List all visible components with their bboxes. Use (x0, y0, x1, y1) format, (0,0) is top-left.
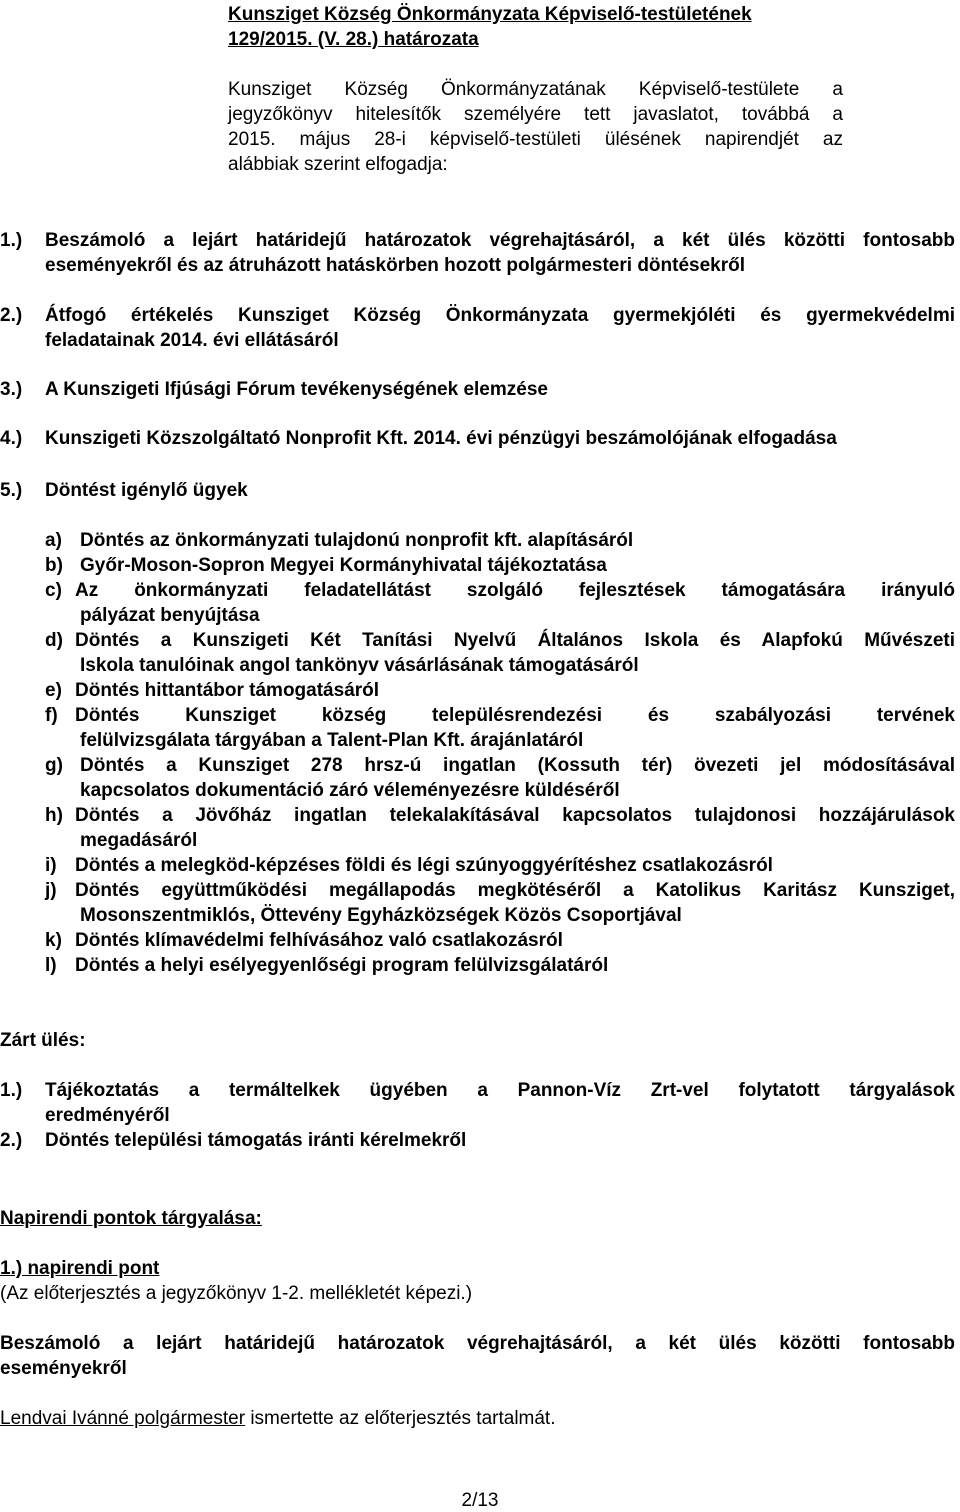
page-number: 2/13 (461, 1490, 499, 1511)
subitem-letter: l) (45, 955, 57, 976)
subitem-text: Az önkormányzati feladatellátást szolgáló fejlesztések támogatására irányuló (75, 580, 955, 601)
intro-line-3: 2015. május 28-i képviselő-testületi ülésének napirendjét az (228, 129, 843, 150)
agenda-item-text: feladatainak 2014. évi ellátásáról (45, 330, 339, 351)
subitem-text: Döntés a helyi esélyegyenlőségi program felülvizsgálatáról (75, 955, 609, 976)
resolution-title-line1: Kunsziget Község Önkormányzata Képviselő-testületének (228, 4, 752, 25)
subitem-text: Mosonszentmiklós, Öttevény Egyházközségek Közös Csoportjával (80, 905, 682, 926)
subitem-text: Iskola tanulóinak angol tankönyv vásárlásának támogatásáról (80, 655, 639, 676)
subitem-text: kapcsolatos dokumentáció záró véleményezésre küldéséről (80, 780, 620, 801)
closed-session-heading: Zárt ülés: (0, 1030, 86, 1051)
agenda-item-text: Kunszigeti Közszolgáltató Nonprofit Kft. 2014. évi pénzügyi beszámolójának elfogadása (45, 428, 837, 449)
discussion-subject: eseményekről (0, 1358, 127, 1379)
subitem-text: Döntés a Kunsziget 278 hrsz-ú ingatlan (Kossuth tér) övezeti jel módosításával (80, 755, 955, 776)
subitem-text: Döntés a Jövőház ingatlan telekalakításával kapcsolatos tulajdonosi hozzájárulások (75, 805, 955, 826)
subitem-letter: d) (45, 630, 63, 651)
agenda-item-number: 3.) (0, 379, 23, 400)
subitem-text: Döntés az önkormányzati tulajdonú nonprofit kft. alapításáról (80, 530, 634, 551)
subitem-text: felülvizsgálata tárgyában a Talent-Plan Kft. árajánlatáról (80, 730, 584, 751)
intro-line-2: jegyzőkönyv hitelesítők személyére tett javaslatot, továbbá a (228, 104, 843, 125)
closed-item-number: 2.) (0, 1130, 23, 1151)
subitem-text: pályázat benyújtása (80, 605, 260, 626)
agenda-item-text: Átfogó értékelés Kunsziget Község Önkormányzata gyermekjóléti és gyermekvédelmi (45, 305, 955, 326)
subitem-letter: g) (45, 755, 63, 776)
subitem-letter: a) (45, 530, 62, 551)
attachment-note: (Az előterjesztés a jegyzőkönyv 1-2. mellékletét képezi.) (0, 1283, 473, 1304)
agenda-item-number: 2.) (0, 305, 23, 326)
presenter-name: Lendvai Ivánné polgármester (0, 1408, 246, 1429)
discussion-subject: Beszámoló a lejárt határidejű határozatok végrehajtásáról, a két ülés közötti fontosabb (0, 1333, 955, 1354)
agenda-item-number: 4.) (0, 428, 23, 449)
agenda-item-number: 5.) (0, 480, 23, 501)
subitem-letter: b) (45, 555, 63, 576)
subitem-letter: h) (45, 805, 63, 826)
resolution-title-line2: 129/2015. (V. 28.) határozata (228, 29, 479, 50)
subitem-text: Döntés klímavédelmi felhívásához való csatlakozásról (75, 930, 563, 951)
agenda-item-text: Beszámoló a lejárt határidejű határozatok végrehajtásáról, a két ülés közötti fontosabb (45, 230, 955, 251)
subitem-letter: c) (45, 580, 62, 601)
discussion-heading: Napirendi pontok tárgyalása: (0, 1208, 262, 1229)
agenda-item-text: A Kunszigeti Ifjúsági Fórum tevékenységének elemzése (45, 379, 548, 400)
closed-item-text: eredményéről (45, 1105, 170, 1126)
intro-line-1: Kunsziget Község Önkormányzatának Képviselő-testülete a (228, 79, 843, 100)
closed-item-text: Tájékoztatás a termáltelkek ügyében a Pannon-Víz Zrt-vel folytatott tárgyalások (45, 1080, 955, 1101)
closed-item-number: 1.) (0, 1080, 23, 1101)
subitem-text: megadásáról (80, 830, 198, 851)
subitem-text: Döntés hittantábor támogatásáról (75, 680, 380, 701)
subitem-letter: i) (45, 855, 57, 876)
presenter-rest: ismertette az előterjesztés tartalmát. (245, 1408, 556, 1429)
subitem-text: Döntés Kunsziget község településrendezési és szabályozási tervének (75, 705, 955, 726)
subitem-letter: k) (45, 930, 62, 951)
agenda-point-label: 1.) napirendi pont (0, 1258, 160, 1279)
intro-line-4: alábbiak szerint elfogadja: (228, 154, 448, 175)
subitem-text: Döntés együttműködési megállapodás megkötéséről a Katolikus Karitász Kunsziget, (75, 880, 955, 901)
subitem-letter: j) (45, 880, 57, 901)
presenter-sentence (0, 1406, 556, 1431)
subitem-text: Döntés a melegköd-képzéses földi és légi szúnyoggyérítéshez csatlakozásról (75, 855, 773, 876)
closed-item-text: Döntés települési támogatás iránti kérelmekről (45, 1130, 467, 1151)
agenda-item-number: 1.) (0, 230, 23, 251)
agenda-item-text: Döntést igénylő ügyek (45, 480, 248, 501)
subitem-text: Döntés a Kunszigeti Két Tanítási Nyelvű Általános Iskola és Alapfokú Művészeti (75, 630, 955, 651)
subitem-letter: f) (45, 705, 58, 726)
subitem-letter: e) (45, 680, 62, 701)
subitem-text: Győr-Moson-Sopron Megyei Kormányhivatal tájékoztatása (80, 555, 607, 576)
agenda-item-text: eseményekről és az átruházott hatáskörben hozott polgármesteri döntésekről (45, 255, 746, 276)
